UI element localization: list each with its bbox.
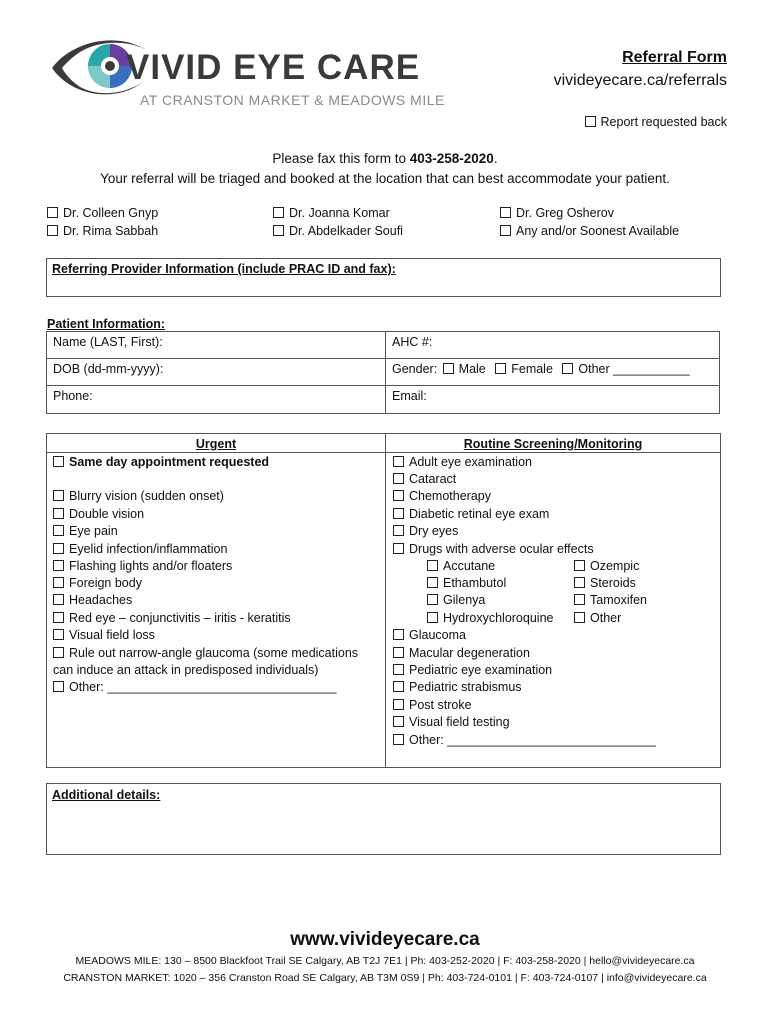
name-field[interactable]: Name (LAST, First): xyxy=(46,331,386,359)
routine-item[interactable]: Chemotherapy xyxy=(393,489,491,503)
routine-item[interactable]: Macular degeneration xyxy=(393,646,530,660)
urgent-item[interactable]: Headaches xyxy=(53,593,132,607)
checkbox-icon[interactable] xyxy=(53,577,64,588)
doctor-option[interactable]: Dr. Colleen Gnyp xyxy=(47,206,158,220)
checkbox-icon[interactable] xyxy=(427,594,438,605)
drug-option[interactable]: Accutane xyxy=(427,559,495,573)
form-title: Referral Form xyxy=(622,49,727,66)
checkbox-icon[interactable] xyxy=(393,716,404,727)
checkbox-icon[interactable] xyxy=(574,577,585,588)
drug-option[interactable]: Gilenya xyxy=(427,593,485,607)
routine-item[interactable]: Pediatric eye examination xyxy=(393,663,552,677)
doctor-option[interactable]: Dr. Greg Osherov xyxy=(500,206,614,220)
form-url: vivideyecare.ca/referrals xyxy=(553,72,727,89)
routine-item[interactable]: Dry eyes xyxy=(393,524,458,538)
checkbox-icon[interactable] xyxy=(273,225,284,236)
urgent-item[interactable]: Visual field loss xyxy=(53,628,155,642)
checkbox-icon[interactable] xyxy=(393,543,404,554)
same-day-checkbox[interactable]: Same day appointment requested xyxy=(53,455,269,469)
urgent-item-continuation: can induce an attack in predisposed individuals) xyxy=(53,663,319,677)
checkbox-icon[interactable] xyxy=(427,577,438,588)
urgent-item[interactable]: Rule out narrow-angle glaucoma (some medications xyxy=(53,646,358,660)
checkbox-icon[interactable] xyxy=(393,629,404,640)
additional-details-field[interactable] xyxy=(46,783,721,855)
footer-meadows-address: MEADOWS MILE: 130 – 8500 Blackfoot Trail SE Calgary, AB T2J 7E1 | Ph: 403-252-2020 | F: 403-258-2020 | hello@vivideyecare.ca xyxy=(75,955,695,967)
checkbox-icon[interactable] xyxy=(53,629,64,640)
urgent-item[interactable]: Eye pain xyxy=(53,524,118,538)
checkbox-icon[interactable] xyxy=(574,560,585,571)
triage-note: Your referral will be triaged and booked at the location that can best accommodate your patient. xyxy=(100,171,670,186)
urgent-heading: Urgent xyxy=(195,437,237,451)
logo-tagline: AT CRANSTON MARKET & MEADOWS MILE xyxy=(140,92,445,108)
checkbox-icon[interactable] xyxy=(47,225,58,236)
table-header-divider xyxy=(46,452,721,453)
routine-item[interactable]: Visual field testing xyxy=(393,715,510,729)
checkbox-icon[interactable] xyxy=(53,681,64,692)
footer-website[interactable]: www.vivideyecare.ca xyxy=(290,929,480,950)
gender-field[interactable]: Gender: Male Female Other ___________ xyxy=(385,358,720,386)
checkbox-icon[interactable] xyxy=(393,508,404,519)
doctor-option[interactable]: Dr. Joanna Komar xyxy=(273,206,390,220)
logo-name: VIVID EYE CARE xyxy=(126,48,421,87)
routine-item[interactable]: Glaucoma xyxy=(393,628,466,642)
doctor-option[interactable]: Dr. Rima Sabbah xyxy=(47,224,158,238)
routine-item[interactable]: Adult eye examination xyxy=(393,455,532,469)
checkbox-icon[interactable] xyxy=(427,612,438,623)
report-back-label: Report requested back xyxy=(600,115,727,129)
referring-provider-label: Referring Provider Information (include PRAC ID and fax): xyxy=(52,262,396,276)
checkbox-icon[interactable] xyxy=(393,647,404,658)
dob-field[interactable]: DOB (dd-mm-yyyy): xyxy=(46,358,386,386)
logo xyxy=(48,30,448,115)
gender-male-checkbox[interactable] xyxy=(443,363,454,374)
checkbox-icon[interactable] xyxy=(500,225,511,236)
additional-details-label: Additional details: xyxy=(52,788,161,802)
routine-heading: Routine Screening/Monitoring xyxy=(463,437,643,451)
urgent-item[interactable]: Flashing lights and/or floaters xyxy=(53,559,232,573)
urgent-item[interactable]: Double vision xyxy=(53,507,144,521)
fax-instruction: Please fax this form to 403-258-2020. xyxy=(272,151,498,166)
checkbox-icon[interactable] xyxy=(585,116,596,127)
urgent-other[interactable]: Other: _________________________________ xyxy=(53,680,337,694)
drug-option[interactable]: Hydroxychloroquine xyxy=(427,611,553,625)
checkbox-icon[interactable] xyxy=(574,612,585,623)
checkbox-icon[interactable] xyxy=(393,699,404,710)
email-field[interactable]: Email: xyxy=(385,385,720,414)
footer-cranston-address: CRANSTON MARKET: 1020 – 356 Cranston Road SE Calgary, AB T3M 0S9 | Ph: 403-724-0101 | F: 403-724-0107 | info@vivideyecare.ca xyxy=(63,972,707,984)
ahc-field[interactable]: AHC #: xyxy=(385,331,720,359)
checkbox-icon[interactable] xyxy=(427,560,438,571)
checkbox-icon[interactable] xyxy=(53,560,64,571)
drug-option[interactable]: Tamoxifen xyxy=(574,593,647,607)
report-back-checkbox[interactable] xyxy=(585,115,727,129)
checkbox-icon[interactable] xyxy=(53,594,64,605)
urgent-item[interactable]: Foreign body xyxy=(53,576,142,590)
table-column-divider xyxy=(385,433,386,768)
referring-provider-field[interactable] xyxy=(46,258,721,297)
gender-female-checkbox[interactable] xyxy=(495,363,506,374)
checkbox-icon[interactable] xyxy=(53,456,64,467)
checkbox-icon[interactable] xyxy=(393,664,404,675)
gender-other-checkbox[interactable] xyxy=(562,363,573,374)
checkbox-icon[interactable] xyxy=(500,207,511,218)
checkbox-icon[interactable] xyxy=(393,681,404,692)
routine-item[interactable]: Post stroke xyxy=(393,698,472,712)
drug-option[interactable]: Steroids xyxy=(574,576,636,590)
checkbox-icon[interactable] xyxy=(53,525,64,536)
checkbox-icon[interactable] xyxy=(53,508,64,519)
routine-item[interactable]: Drugs with adverse ocular effects xyxy=(393,542,594,556)
doctor-option[interactable]: Any and/or Soonest Available xyxy=(500,224,679,238)
checkbox-icon[interactable] xyxy=(47,207,58,218)
routine-item[interactable]: Diabetic retinal eye exam xyxy=(393,507,549,521)
checkbox-icon[interactable] xyxy=(53,647,64,658)
checkbox-icon[interactable] xyxy=(393,734,404,745)
drug-option[interactable]: Ozempic xyxy=(574,559,639,573)
fax-number: 403-258-2020 xyxy=(409,151,494,166)
checkbox-icon[interactable] xyxy=(393,490,404,501)
checkbox-icon[interactable] xyxy=(53,612,64,623)
checkbox-icon[interactable] xyxy=(393,456,404,467)
checkbox-icon[interactable] xyxy=(393,473,404,484)
drug-option[interactable]: Ethambutol xyxy=(427,576,506,590)
routine-item[interactable]: Pediatric strabismus xyxy=(393,680,522,694)
checkbox-icon[interactable] xyxy=(53,543,64,554)
urgent-item[interactable]: Blurry vision (sudden onset) xyxy=(53,489,224,503)
checkbox-icon[interactable] xyxy=(393,525,404,536)
checkbox-icon[interactable] xyxy=(574,594,585,605)
routine-other[interactable]: Other: ______________________________ xyxy=(393,733,656,747)
routine-item[interactable]: Cataract xyxy=(393,472,456,486)
urgent-item[interactable]: Red eye – conjunctivitis – iritis - keratitis xyxy=(53,611,291,625)
patient-info-heading: Patient Information: xyxy=(47,317,166,331)
urgent-item[interactable]: Eyelid infection/inflammation xyxy=(53,542,227,556)
checkbox-icon[interactable] xyxy=(273,207,284,218)
drug-option[interactable]: Other xyxy=(574,611,621,625)
checkbox-icon[interactable] xyxy=(53,490,64,501)
doctor-option[interactable]: Dr. Abdelkader Soufi xyxy=(273,224,403,238)
phone-field[interactable]: Phone: xyxy=(46,385,386,414)
